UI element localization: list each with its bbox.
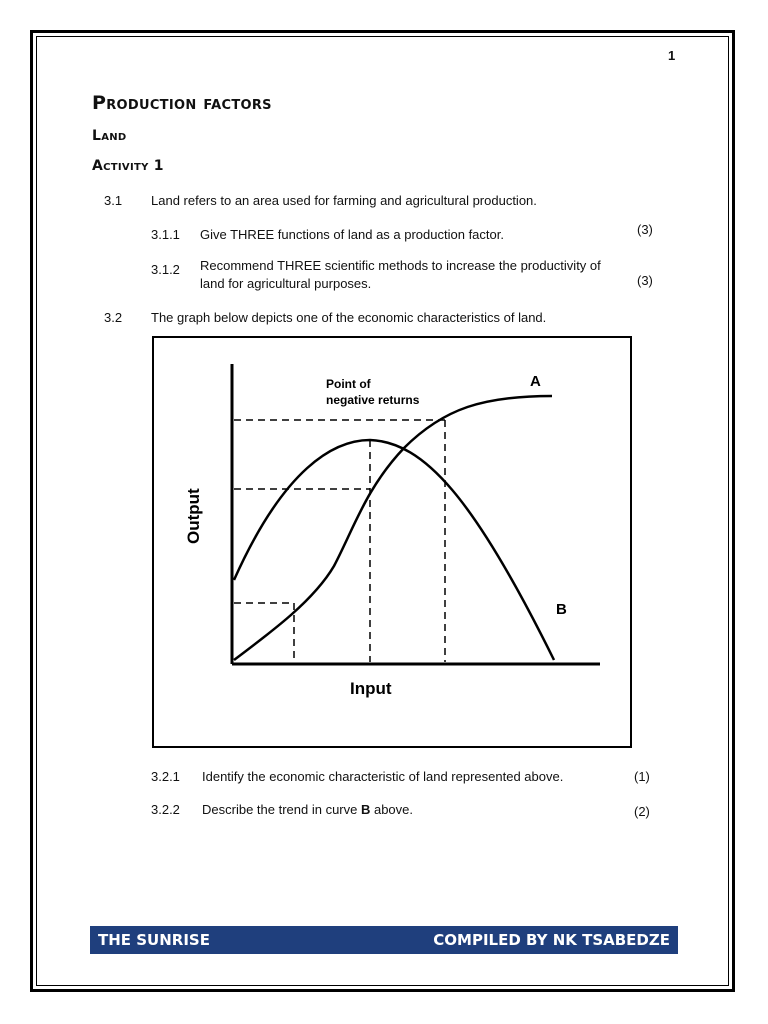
question-3-1-2-text-line2: land for agricultural purposes. <box>200 276 372 291</box>
question-3-2-1-marks: (1) <box>634 769 650 784</box>
page-number: 1 <box>668 48 676 63</box>
graph-figure <box>152 336 632 748</box>
question-number-3-1-2: 3.1.2 <box>151 262 180 277</box>
question-3-1-text: Land refers to an area used for farming and agricultural production. <box>151 193 537 208</box>
graph-svg <box>154 338 634 750</box>
curve-b <box>234 440 554 660</box>
question-3-2-2-text-after: above. <box>370 802 414 817</box>
question-3-2-2-text-before: Describe the trend in curve <box>202 802 361 817</box>
question-number-3-2-1: 3.2.1 <box>151 769 180 784</box>
question-3-2-2-marks: (2) <box>634 804 650 819</box>
curve-b-label: B <box>556 601 567 618</box>
question-number-3-2-2: 3.2.2 <box>151 802 180 817</box>
curve-a <box>234 396 552 660</box>
curve-a-label: A <box>530 373 541 390</box>
question-3-2-2-text <box>202 802 413 818</box>
question-3-1-1-text: Give THREE functions of land as a production factor. <box>200 227 504 242</box>
question-3-1-1-marks: (3) <box>637 222 653 237</box>
section-heading: Land <box>92 128 127 144</box>
question-3-2-text: The graph below depicts one of the economic characteristics of land. <box>151 310 547 325</box>
x-axis-label: Input <box>350 679 392 698</box>
activity-heading: Activity 1 <box>92 158 164 174</box>
question-3-1-2-marks: (3) <box>637 273 653 288</box>
dashed-guide-lines <box>234 420 445 662</box>
annotation-point-of: Point of <box>326 377 371 391</box>
question-number-3-1: 3.1 <box>104 193 123 208</box>
page-title: Production factors <box>92 92 272 114</box>
footer-bar <box>90 926 678 954</box>
question-3-1-2-text-line1: Recommend THREE scientific methods to increase the productivity of <box>200 258 601 273</box>
footer-left-text: THE SUNRISE <box>98 931 210 949</box>
question-number-3-2: 3.2 <box>104 310 123 325</box>
question-number-3-1-1: 3.1.1 <box>151 227 180 242</box>
question-3-2-2-text-bold: B <box>360 802 371 817</box>
annotation-negative-returns: negative returns <box>326 393 420 407</box>
y-axis-label: Output <box>184 488 203 544</box>
question-3-2-1-text: Identify the economic characteristic of land represented above. <box>202 769 564 784</box>
footer-right-text: COMPILED BY NK TSABEDZE <box>433 931 670 949</box>
